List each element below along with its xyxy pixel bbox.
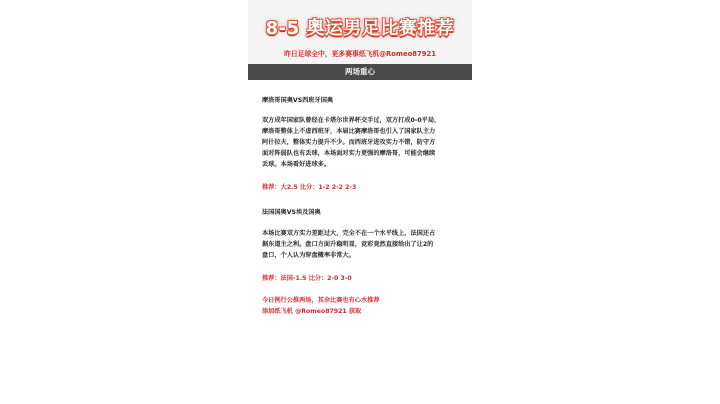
match1-line: 丢球。本场看好进球多。 — [262, 161, 331, 168]
match1-line: 阿什拉夫，整体实力提升不少。而西班牙进攻实力不错，防守方 — [262, 139, 436, 146]
match2-line: 本场比赛双方实力差距过大，完全不在一个水平线上，法国还占 — [262, 230, 436, 237]
footer-line: 今日例行公推两场，其余比赛也有心水推荐 — [262, 297, 380, 304]
section-band: 两场重心 — [248, 64, 472, 80]
match1-line: 双方成年国家队曾经在卡塔尔世界杯交手过，双方打成0-0平局， — [262, 117, 441, 124]
match2-line: 盘口，个人认为穿盘概率非常大。 — [262, 252, 355, 259]
article-body — [248, 80, 472, 404]
page-title: 8-5 奥运男足比赛推荐 — [265, 18, 455, 39]
match2-heading: 法国国奥VS埃及国奥 — [262, 209, 321, 216]
match2-pick: 推荐：法国-1.5 比分：2-0 3-0 — [262, 275, 352, 282]
match1-pick: 推荐：大2.5 比分：1-2 2-2 2-3 — [262, 184, 357, 191]
article-card — [248, 0, 472, 404]
match1-heading: 摩洛哥国奥VS西班牙国奥 — [262, 97, 334, 104]
footer-contact: 添加纸飞机 @Romeo87921 获取 — [262, 308, 362, 315]
match2-line: 据东道主之利。盘口方面升稳明显，竞彩竟然直接给出了让2的 — [262, 241, 434, 248]
match1-line: 面对阵弱队也有丢球，本场面对实力更强的摩洛哥，可能会继续 — [262, 150, 436, 157]
match1-line: 摩洛哥整体上不虚西班牙，本届比赛摩洛哥也引入了国家队主力 — [262, 128, 436, 135]
promo-subtitle: 昨日足球全中，更多赛事纸飞机@Romeo87921 — [284, 50, 436, 58]
